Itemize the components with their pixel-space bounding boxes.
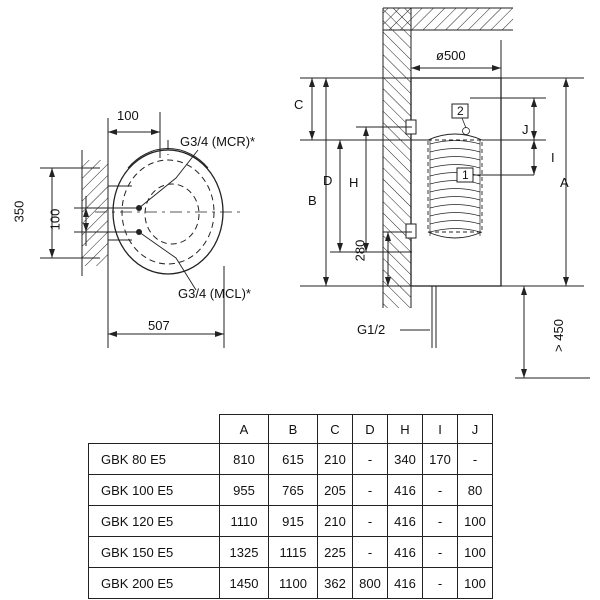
cell-I: 170 [423, 444, 458, 475]
cell-D: - [353, 506, 388, 537]
cell-J: 80 [458, 475, 493, 506]
dim-label-280: 280 [352, 239, 368, 262]
header-B: B [269, 415, 318, 444]
table-row [89, 537, 493, 568]
header-model [89, 415, 220, 444]
cell-model: GBK 200 E5 [89, 568, 220, 599]
table-row [89, 506, 493, 537]
label-g34-mcr: G3/4 (MCR)* [180, 134, 256, 149]
header-C: C [318, 415, 353, 444]
callout-2-label: 2 [457, 104, 464, 118]
cell-B: 615 [269, 444, 318, 475]
cell-H: 416 [388, 537, 423, 568]
dim-label-C: C [294, 97, 304, 112]
cell-model: GBK 100 E5 [89, 475, 220, 506]
dim-label-507: 507 [148, 318, 170, 333]
header-H: H [388, 415, 423, 444]
dim-label-I: I [551, 150, 555, 165]
callout-1-label: 1 [462, 168, 469, 182]
dim-label-diameter-500: ø500 [436, 48, 466, 63]
header-D: D [353, 415, 388, 444]
header-I: I [423, 415, 458, 444]
cell-B: 1115 [269, 537, 318, 568]
table-row [89, 568, 493, 599]
header-J: J [458, 415, 493, 444]
cell-A: 1450 [220, 568, 269, 599]
table-row [89, 444, 493, 475]
dim-label-min-450: > 450 [550, 319, 566, 352]
cell-B: 1100 [269, 568, 318, 599]
dim-label-H: H [349, 175, 359, 190]
table-row [89, 475, 493, 506]
specification-table [88, 414, 493, 599]
cell-A: 810 [220, 444, 269, 475]
cell-H: 416 [388, 475, 423, 506]
cell-J: 100 [458, 506, 493, 537]
cell-A: 1325 [220, 537, 269, 568]
cell-A: 955 [220, 475, 269, 506]
dim-label-A: A [560, 175, 569, 190]
label-g34-mcl: G3/4 (MCL)* [178, 286, 251, 301]
cell-model: GBK 150 E5 [89, 537, 220, 568]
cell-B: 915 [269, 506, 318, 537]
header-A: A [220, 415, 269, 444]
cell-I: - [423, 506, 458, 537]
cell-C: 210 [318, 506, 353, 537]
cell-I: - [423, 568, 458, 599]
dim-label-J: J [522, 122, 529, 137]
cell-D: 800 [353, 568, 388, 599]
cell-D: - [353, 537, 388, 568]
cell-A: 1110 [220, 506, 269, 537]
dim-label-D: D [323, 173, 333, 188]
dim-label-100-side: 100 [47, 208, 63, 231]
dim-label-100-top: 100 [117, 108, 139, 123]
cell-J: - [458, 444, 493, 475]
cell-J: 100 [458, 568, 493, 599]
cell-D: - [353, 475, 388, 506]
dim-label-350: 350 [11, 200, 27, 223]
cell-B: 765 [269, 475, 318, 506]
cell-J: 100 [458, 537, 493, 568]
cell-C: 205 [318, 475, 353, 506]
cell-C: 362 [318, 568, 353, 599]
cell-model: GBK 80 E5 [89, 444, 220, 475]
cell-C: 225 [318, 537, 353, 568]
dim-label-B: B [308, 193, 317, 208]
cell-model: GBK 120 E5 [89, 506, 220, 537]
cell-D: - [353, 444, 388, 475]
cell-H: 340 [388, 444, 423, 475]
cell-I: - [423, 475, 458, 506]
cell-H: 416 [388, 568, 423, 599]
label-g12: G1/2 [357, 322, 386, 337]
cell-H: 416 [388, 506, 423, 537]
cell-I: - [423, 537, 458, 568]
cell-C: 210 [318, 444, 353, 475]
table-header-row [89, 415, 493, 444]
